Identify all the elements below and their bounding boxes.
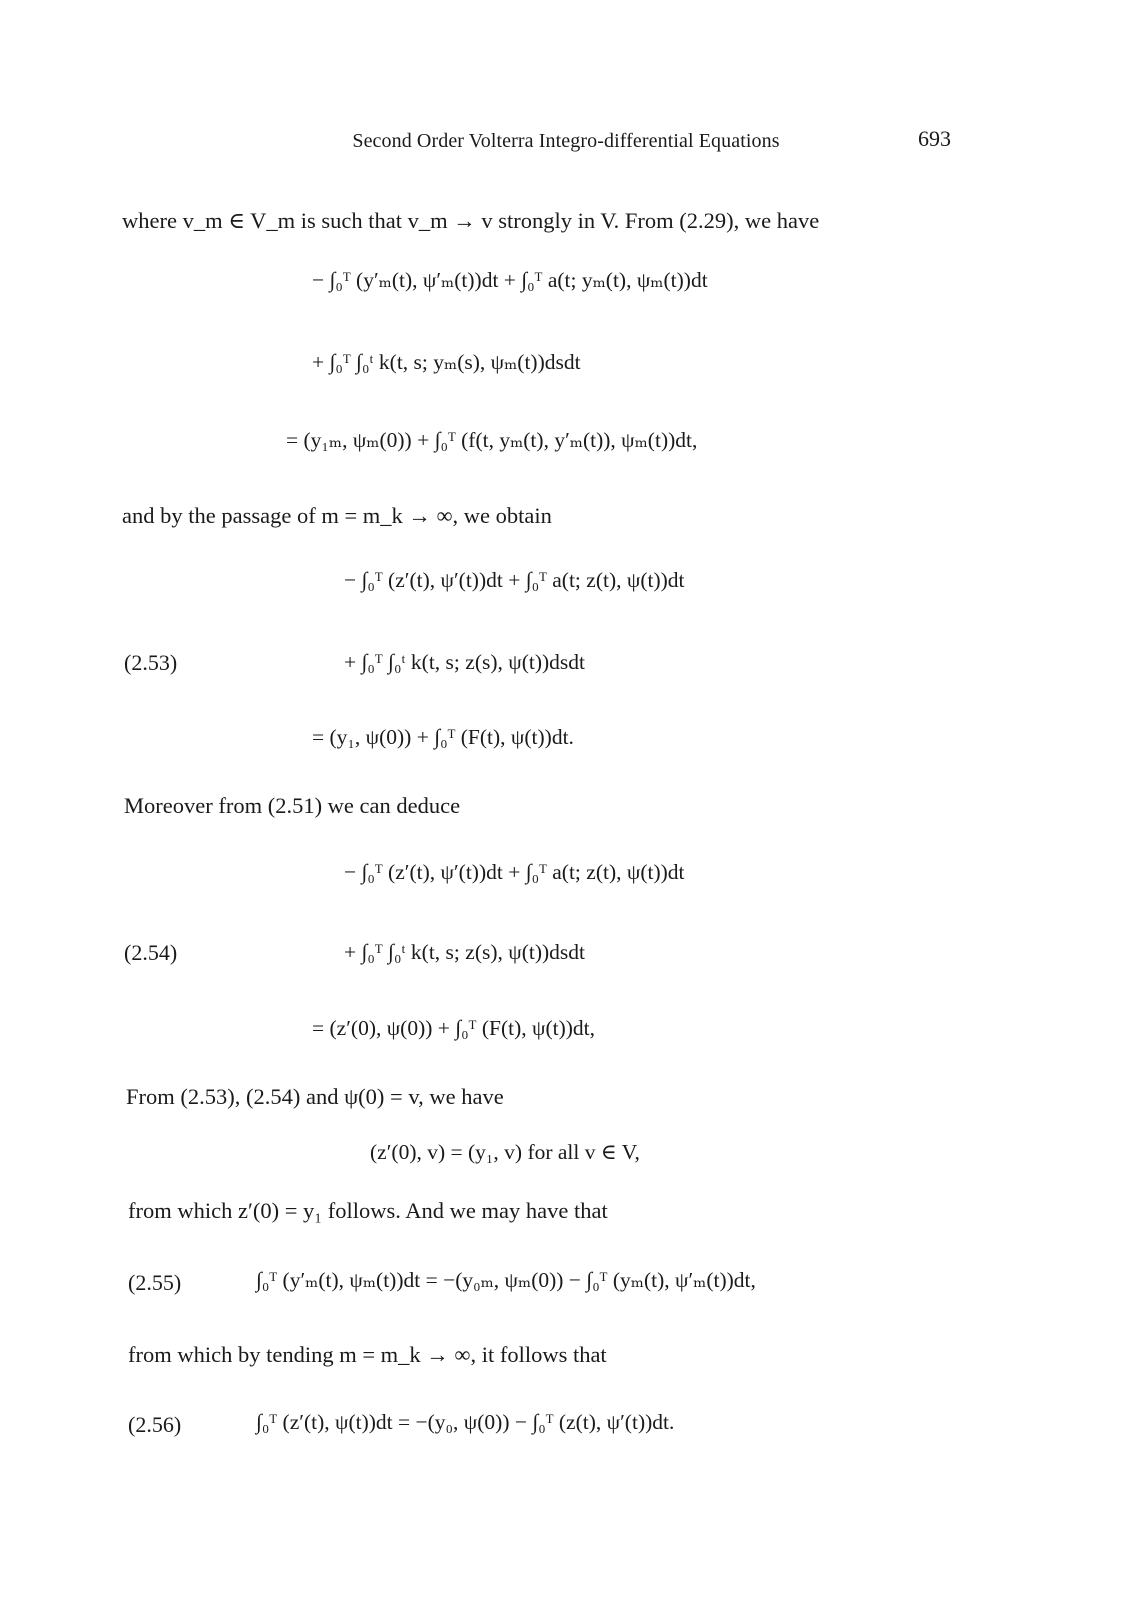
running-title: Second Order Volterra Integro-differential Equations — [352, 130, 780, 152]
page-number: 693 — [918, 126, 951, 151]
paragraph-1-text: where v_m ∈ V_m is such that v_m → v strongly in V. From (2.29), we have — [122, 208, 820, 233]
eq-253-line-2: + ∫₀ᵀ ∫₀ᵗ k(t, s; z(s), ψ(t))dsdt — [344, 650, 586, 674]
eq-254-line-2: + ∫₀ᵀ ∫₀ᵗ k(t, s; z(s), ψ(t))dsdt — [344, 940, 586, 964]
eq-256-label: (2.56) — [128, 1412, 182, 1437]
eq-forall: (z′(0), v) = (y₁, v) for all v ∈ V, — [370, 1140, 640, 1164]
eq-229-line-2: + ∫₀ᵀ ∫₀ᵗ k(t, s; yₘ(s), ψₘ(t))dsdt — [312, 350, 581, 374]
paragraph-5: from which z′(0) = y₁ follows. And we may have that — [128, 1198, 608, 1223]
eq-254-line-1: − ∫₀ᵀ (z′(t), ψ′(t))dt + ∫₀ᵀ a(t; z(t), ψ(t))dt — [344, 860, 685, 884]
eq-253-label: (2.53) — [124, 650, 178, 675]
paragraph-4: From (2.53), (2.54) and ψ(0) = v, we have — [126, 1084, 504, 1109]
eq-254-label: (2.54) — [124, 940, 178, 965]
eq-255-label: (2.55) — [128, 1270, 182, 1295]
eq-229-line-3: = (y₁ₘ, ψₘ(0)) + ∫₀ᵀ (f(t, yₘ(t), y′ₘ(t)), ψₘ(t))dt, — [286, 428, 698, 452]
paragraph-6: from which by tending m = m_k → ∞, it follows that — [128, 1342, 607, 1367]
eq-253-line-1: − ∫₀ᵀ (z′(t), ψ′(t))dt + ∫₀ᵀ a(t; z(t), ψ(t))dt — [344, 568, 685, 592]
paragraph-1 — [122, 208, 819, 234]
paragraph-3: Moreover from (2.51) we can deduce — [124, 793, 461, 818]
eq-255: ∫₀ᵀ (y′ₘ(t), ψₘ(t))dt = −(y₀ₘ, ψₘ(0)) − ∫₀ᵀ (yₘ(t), ψ′ₘ(t))dt, — [256, 1268, 756, 1292]
eq-253-line-3: = (y₁, ψ(0)) + ∫₀ᵀ (F(t), ψ(t))dt. — [312, 725, 574, 749]
eq-254-line-3: = (z′(0), ψ(0)) + ∫₀ᵀ (F(t), ψ(t))dt, — [312, 1016, 596, 1040]
paragraph-2: and by the passage of m = m_k → ∞, we obtain — [122, 503, 552, 528]
eq-229-line-1: − ∫₀ᵀ (y′ₘ(t), ψ′ₘ(t))dt + ∫₀ᵀ a(t; yₘ(t), ψₘ(t))dt — [312, 268, 708, 292]
eq-256: ∫₀ᵀ (z′(t), ψ(t))dt = −(y₀, ψ(0)) − ∫₀ᵀ (z(t), ψ′(t))dt. — [256, 1410, 675, 1434]
